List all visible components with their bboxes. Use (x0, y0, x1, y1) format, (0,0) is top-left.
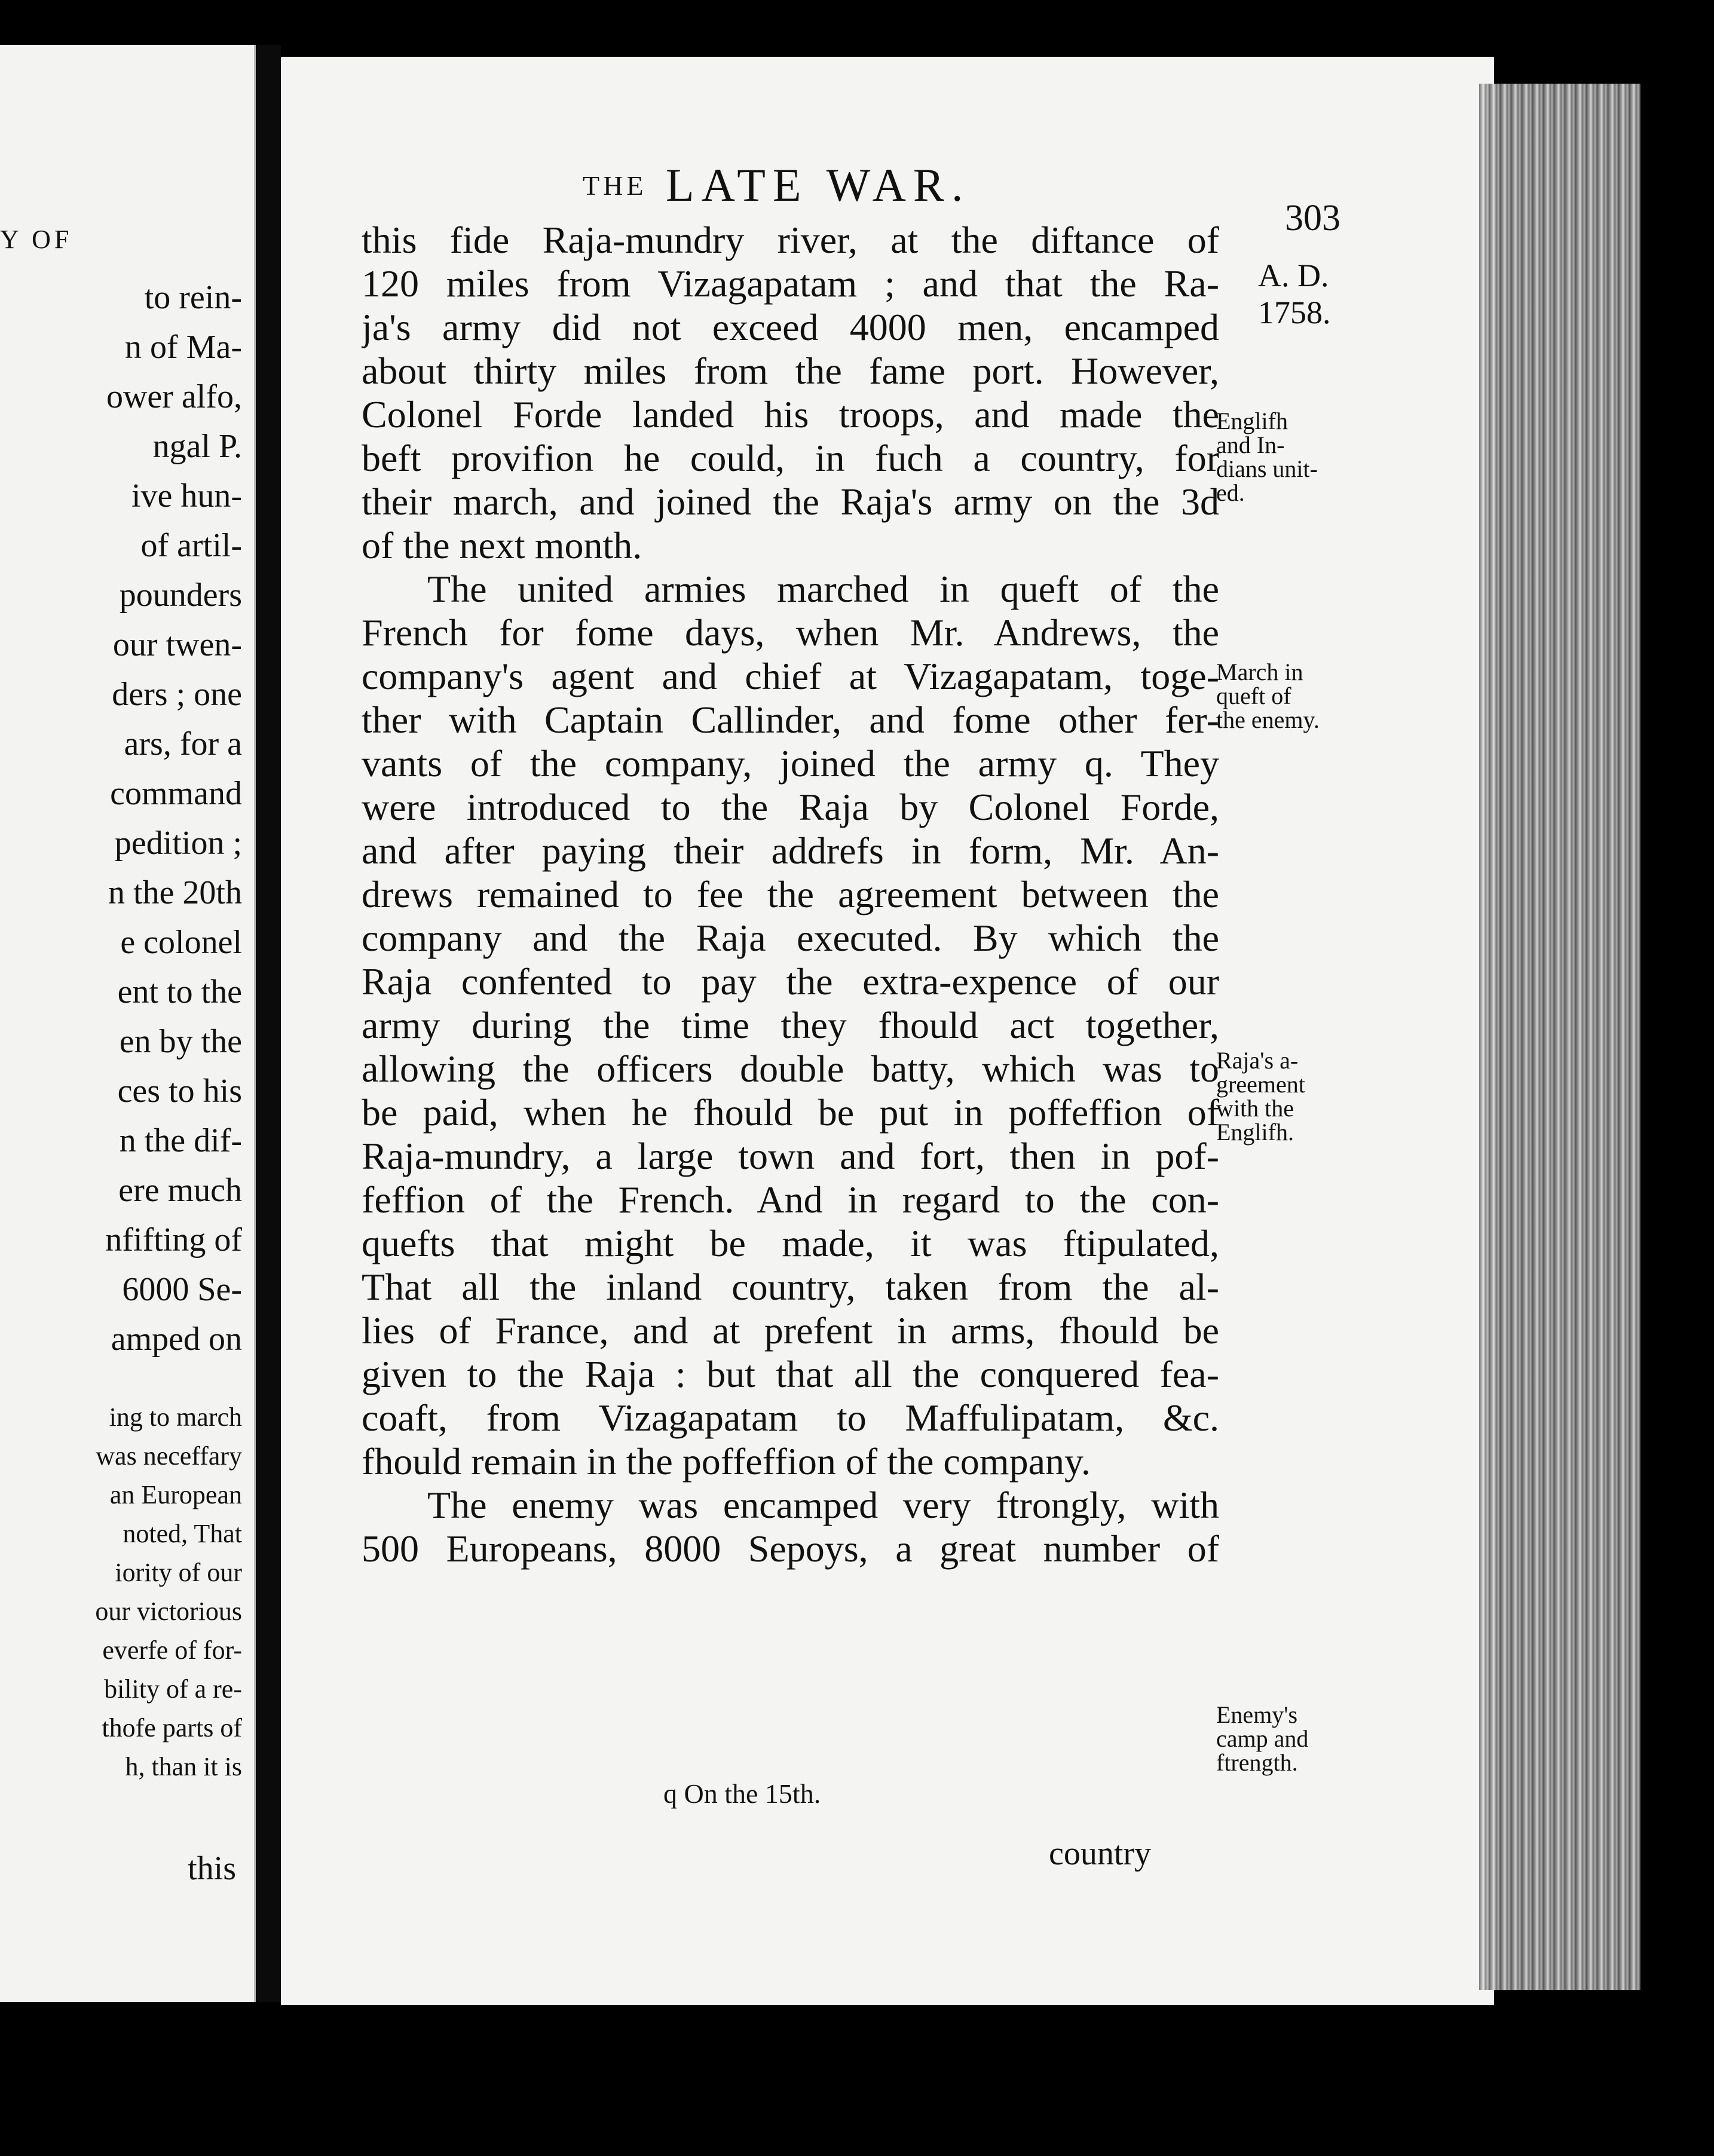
left-text-line: command (110, 775, 242, 812)
left-footnote-line: bility of a re- (104, 1674, 242, 1704)
left-footnote-line: everfe of for- (102, 1636, 242, 1665)
left-footnote-line: our victorious (95, 1597, 242, 1626)
body-line: French for fome days, when Mr. Andrews, the (362, 614, 1219, 654)
left-text-line: amped on (111, 1321, 242, 1358)
body-line: company's agent and chief at Vizagapatam, toge- (362, 657, 1219, 697)
left-text-line: ars, for a (124, 725, 242, 762)
left-footnote-line: iority of our (115, 1558, 242, 1587)
body-line: were introduced to the Raja by Colonel Forde, (362, 788, 1219, 828)
body-line: lies of France, and at prefent in arms, fhould be (362, 1312, 1219, 1352)
left-footnote-line: noted, That (123, 1519, 242, 1548)
body-line: Raja-mundry, a large town and fort, then in pof- (362, 1137, 1219, 1177)
left-page (0, 45, 256, 2002)
body-line: Raja confented to pay the extra-expence of our (362, 963, 1219, 1003)
left-text-line: our twen- (112, 626, 242, 663)
margin-note-march-quest-enemy: March in queft of the enemy. (1216, 659, 1320, 733)
body-line: The united armies marched in queft of the (427, 570, 1219, 610)
left-text-line: ngal P. (152, 428, 242, 465)
body-line: be paid, when he fhould be put in poffeffion of (362, 1094, 1219, 1134)
running-head-title: LATE WAR. (665, 159, 971, 211)
left-text-line: n the 20th (108, 874, 242, 911)
left-text-line: 6000 Se- (122, 1271, 242, 1308)
left-footnote-line: an European (109, 1480, 242, 1509)
left-text-line: pedition ; (114, 825, 242, 862)
margin-note-raja-agreement: Raja's a- greement with the Englifh. (1216, 1047, 1305, 1146)
body-line: That all the inland country, taken from the al- (362, 1268, 1219, 1308)
body-line: 120 miles from Vizagapatam ; and that the Ra- (362, 265, 1219, 305)
body-line: coaft, from Vizagapatam to Maffulipatam, &c. (362, 1399, 1219, 1439)
margin-note-enemy-camp: Enemy's camp and ftrength. (1216, 1701, 1309, 1776)
left-text-line: ces to his (117, 1073, 242, 1110)
year-value: 1758. (1258, 295, 1331, 330)
footnote: q On the 15th. (663, 1778, 821, 1809)
left-text-line: ere much (118, 1172, 242, 1209)
left-text-line: e colonel (120, 924, 242, 961)
left-running-head: Y OF (0, 225, 73, 254)
body-line: ther with Captain Callinder, and fome other fer- (362, 701, 1219, 741)
left-text-line: ent to the (117, 973, 242, 1010)
margin-note-english-indians-united: Englifh and In- dians unit- ed. (1216, 408, 1318, 506)
body-line: drews remained to fee the agreement between the (362, 875, 1219, 915)
body-line: Colonel Forde landed his troops, and made the (362, 396, 1219, 436)
body-line: ja's army did not exceed 4000 men, encamped (362, 308, 1219, 348)
catchword: country (1049, 1835, 1152, 1872)
running-head (583, 158, 970, 212)
left-text-line: of artil- (140, 527, 242, 564)
body-line: of the next month. (362, 526, 642, 566)
page-number: 303 (1285, 198, 1340, 238)
left-text-line: ders ; one (112, 676, 242, 713)
body-line: given to the Raja : but that all the conquered fea- (362, 1355, 1219, 1395)
left-footnote-line: h, than it is (125, 1752, 242, 1781)
left-text-line: to rein- (144, 279, 242, 316)
body-line: fhould remain in the poffeffion of the company. (362, 1443, 1091, 1483)
book-gutter (257, 45, 281, 2002)
running-head-article: THE (583, 170, 647, 201)
body-text (362, 221, 1219, 1573)
body-line: their march, and joined the Raja's army on the 3d (362, 483, 1219, 523)
body-line: feffion of the French. And in regard to the con- (362, 1181, 1219, 1221)
left-text-line: en by the (119, 1023, 242, 1060)
body-line: and after paying their addrefs in form, Mr. An- (362, 832, 1219, 872)
left-text-line: ower alfo, (106, 378, 242, 415)
left-footnote-line: ing to march (109, 1402, 242, 1432)
left-footnote-line: thofe parts of (102, 1713, 242, 1742)
body-line: beft provifion he could, in fuch a country, for (362, 439, 1219, 479)
left-footnote-line: was neceffary (96, 1441, 242, 1471)
left-text-line: ive hun- (131, 477, 242, 514)
page-edges (1479, 84, 1640, 1990)
body-line: about thirty miles from the fame port. However, (362, 352, 1219, 392)
year-ad: A. D. (1258, 258, 1329, 293)
body-line: company and the Raja executed. By which the (362, 919, 1219, 959)
body-line: 500 Europeans, 8000 Sepoys, a great number of (362, 1530, 1219, 1570)
body-line: this fide Raja-mundry river, at the diftance of (362, 221, 1219, 261)
left-catchword: this (188, 1850, 236, 1887)
body-line: allowing the officers double batty, which was to (362, 1050, 1219, 1090)
left-text-line: n of Ma- (125, 329, 242, 366)
year-marker (1258, 257, 1331, 331)
left-text-line: nfifting of (105, 1221, 242, 1258)
body-line: vants of the company, joined the army q. They (362, 745, 1219, 785)
body-line: quefts that might be made, it was ftipulated, (362, 1224, 1219, 1264)
body-line: The enemy was encamped very ftrongly, with (427, 1486, 1219, 1526)
body-line: army during the time they fhould act together, (362, 1006, 1219, 1046)
left-text-line: pounders (119, 577, 242, 614)
left-text-line: n the dif- (119, 1122, 242, 1159)
